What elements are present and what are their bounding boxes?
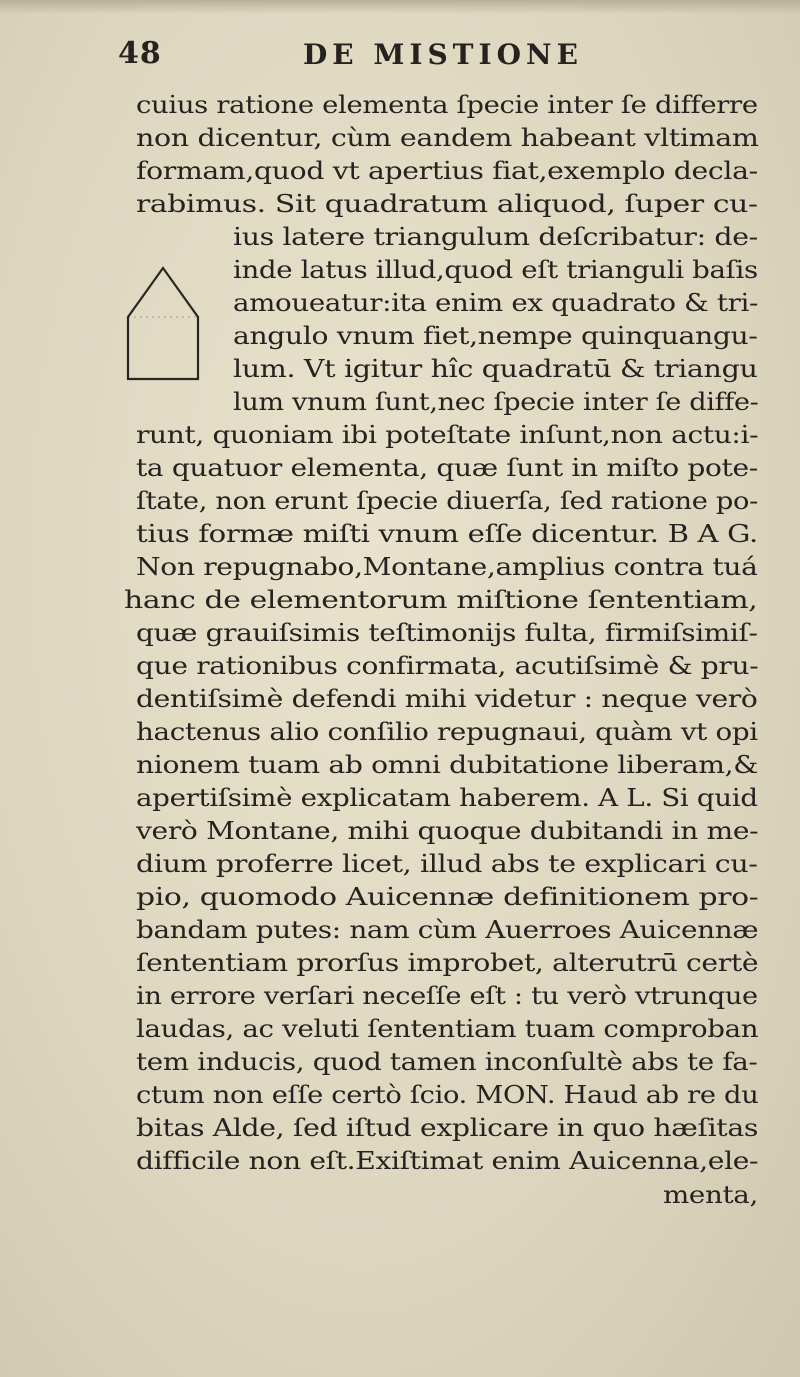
text-line: verò Montane, mihi quoque dubitandi in me- xyxy=(136,816,759,845)
text-line: difficile non eſt.Exiſtimat enim Auicenna,ele- xyxy=(136,1146,759,1175)
text-line: hactenus alio conſilio repugnaui, quàm vt opi xyxy=(136,717,758,746)
page-number: 48 xyxy=(118,36,162,71)
text-line: in errore verſari neceſſe eſt : tu verò vtrunque xyxy=(136,981,758,1010)
text-line: dium proferre licet, illud abs te explicari cu- xyxy=(136,849,758,878)
text-line: ctum non eſſe certò ſcio. MON. Haud ab re du xyxy=(136,1080,759,1109)
text-line: formam,quod vt apertius fiat,exemplo decla- xyxy=(136,156,758,185)
page-top-shadow xyxy=(0,0,800,14)
running-header xyxy=(118,36,658,76)
text-line: ius latere triangulum deſcribatur: de- xyxy=(233,222,758,251)
text-line: non dicentur, cùm eandem habeant vltimam xyxy=(136,123,759,152)
text-line: amoueatur:ita enim ex quadrato & tri- xyxy=(233,288,758,317)
pentagon-figure xyxy=(126,265,200,381)
text-line: lum vnum ſunt,nec ſpecie inter ſe diffe- xyxy=(233,387,759,416)
text-line: ſententiam prorſus improbet, alterutrū certè xyxy=(136,948,759,977)
text-line: ſtate, non erunt ſpecie diuerſa, ſed ratione po- xyxy=(136,486,758,515)
text-line: hanc de elementorum miſtione ſententiam, xyxy=(124,585,758,614)
text-line: laudas, ac veluti ſententiam tuam comproban xyxy=(136,1014,759,1043)
text-line: tius formæ miſti vnum eſſe dicentur. B A G. xyxy=(136,519,758,548)
text-line: que rationibus confirmata, acutiſsimè & pru- xyxy=(136,651,759,680)
text-line: quæ grauiſsimis teſtimonijs fulta, firmiſsimiſ- xyxy=(136,618,758,647)
text-line: ta quatuor elementa, quæ ſunt in miſto pote- xyxy=(136,453,758,482)
text-line: cuius ratione elementa ſpecie inter ſe differre xyxy=(136,90,758,119)
text-line: apertiſsimè explicatam haberem. A L. Si quid xyxy=(136,783,758,812)
text-line: angulo vnum fiet,nempe quinquangu- xyxy=(233,321,758,350)
text-line: menta, xyxy=(663,1180,758,1209)
text-line: dentiſsimè defendi mihi videtur : neque verò xyxy=(136,684,758,713)
text-line: runt, quoniam ibi poteſtate inſunt,non actu:i- xyxy=(136,420,759,449)
text-line: tem inducis, quod tamen inconſultè abs te fa- xyxy=(136,1047,758,1076)
text-line: nionem tuam ab omni dubitatione liberam,& xyxy=(136,750,759,779)
text-line: inde latus illud,quod eſt trianguli baſis xyxy=(233,255,758,284)
text-line: rabimus. Sit quadratum aliquod, ſuper cu- xyxy=(136,189,758,218)
running-title: DE MISTIONE xyxy=(303,38,583,71)
text-line: bitas Alde, ſed iſtud explicare in quo hæſitas xyxy=(136,1113,758,1142)
text-line: Non repugnabo,Montane,amplius contra tuá xyxy=(136,552,758,581)
text-line: bandam putes: nam cùm Auerroes Auicennæ xyxy=(136,915,759,944)
text-line: pio, quomodo Auicennæ definitionem pro- xyxy=(136,882,759,911)
pentagon-shape xyxy=(128,268,198,379)
text-line: lum. Vt igitur hîc quadratū & triangu xyxy=(233,354,758,383)
